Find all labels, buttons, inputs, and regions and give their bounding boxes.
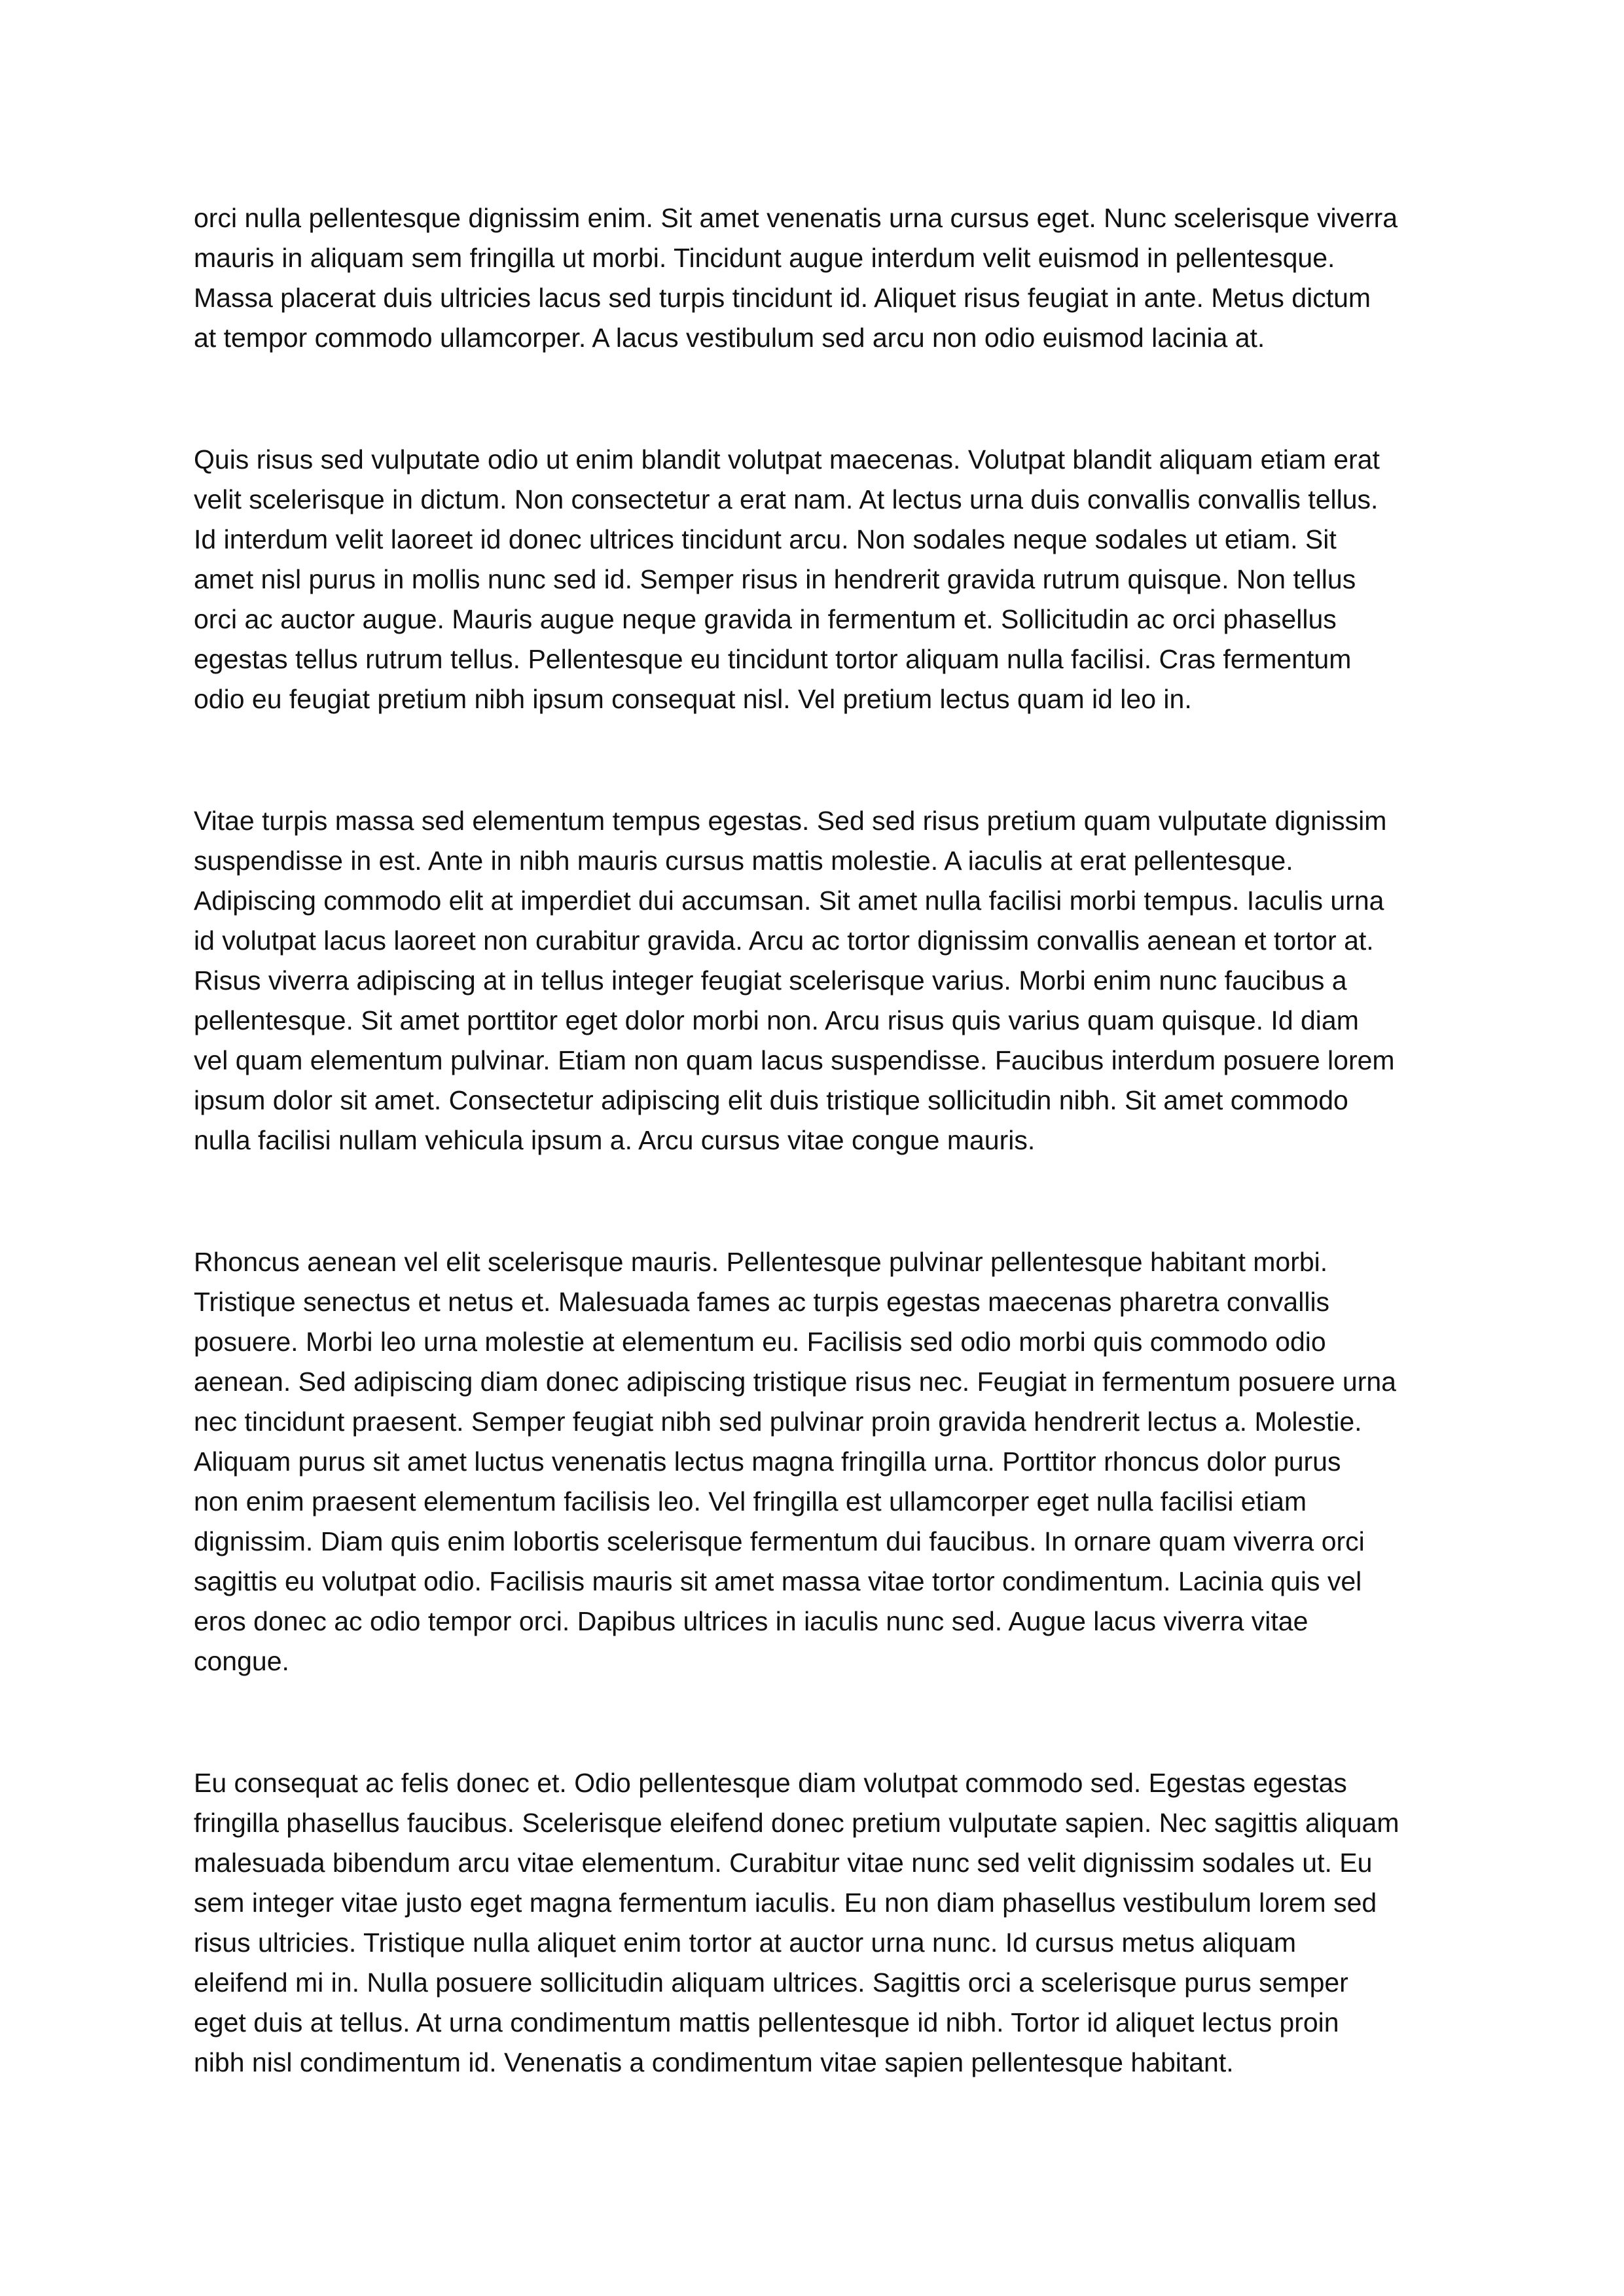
- text-line: eros donec ac odio tempor orci. Dapibus ultrices in iaculis nunc sed. Augue lacus viverra vitae: [194, 1606, 1308, 1636]
- text-line: sem integer vitae justo eget magna fermentum iaculis. Eu non diam phasellus vestibulum lorem sed: [194, 1888, 1377, 1918]
- paragraph: [194, 440, 1399, 719]
- text-line: posuere. Morbi leo urna molestie at elementum eu. Facilisis sed odio morbi quis commodo odio: [194, 1327, 1326, 1357]
- text-line: ipsum dolor sit amet. Consectetur adipiscing elit duis tristique sollicitudin nibh. Sit amet commodo: [194, 1085, 1348, 1115]
- text-line: Vitae turpis massa sed elementum tempus egestas. Sed sed risus pretium quam vulputate dignissim: [194, 806, 1387, 836]
- text-line: Id interdum velit laoreet id donec ultrices tincidunt arcu. Non sodales neque sodales ut etiam. Sit: [194, 524, 1337, 554]
- text-line: amet nisl purus in mollis nunc sed id. Semper risus in hendrerit gravida rutrum quisque. Non tellus: [194, 564, 1356, 594]
- text-line: odio eu feugiat pretium nibh ipsum consequat nisl. Vel pretium lectus quam id leo in.: [194, 684, 1192, 714]
- text-line: Risus viverra adipiscing at in tellus integer feugiat scelerisque varius. Morbi enim nunc faucibus a: [194, 965, 1347, 996]
- text-line: Tristique senectus et netus et. Malesuada fames ac turpis egestas maecenas pharetra convallis: [194, 1287, 1330, 1317]
- text-line: Quis risus sed vulputate odio ut enim blandit volutpat maecenas. Volutpat blandit aliquam etiam erat: [194, 444, 1380, 475]
- text-line: dignissim. Diam quis enim lobortis scelerisque fermentum dui faucibus. In ornare quam viverra orci: [194, 1526, 1365, 1556]
- text-line: Adipiscing commodo elit at imperdiet dui accumsan. Sit amet nulla facilisi morbi tempus. Iaculis urna: [194, 886, 1384, 916]
- text-line: vel quam elementum pulvinar. Etiam non quam lacus suspendisse. Faucibus interdum posuere lorem: [194, 1045, 1395, 1075]
- text-line: Massa placerat duis ultricies lacus sed turpis tincidunt id. Aliquet risus feugiat in ante. Metus dictum: [194, 283, 1371, 313]
- text-line: suspendisse in est. Ante in nibh mauris cursus mattis molestie. A iaculis at erat pellentesque.: [194, 846, 1293, 876]
- paragraph: [194, 1242, 1399, 1681]
- text-line: non enim praesent elementum facilisis leo. Vel fringilla est ullamcorper eget nulla facilisi etiam: [194, 1486, 1307, 1516]
- paragraph: [194, 801, 1399, 1160]
- text-line: malesuada bibendum arcu vitae elementum. Curabitur vitae nunc sed velit dignissim sodales ut. Eu: [194, 1848, 1373, 1878]
- text-line: Rhoncus aenean vel elit scelerisque mauris. Pellentesque pulvinar pellentesque habitant morbi.: [194, 1247, 1328, 1277]
- text-line: id volutpat lacus laoreet non curabitur gravida. Arcu ac tortor dignissim convallis aenean et tortor at.: [194, 925, 1374, 956]
- text-line: at tempor commodo ullamcorper. A lacus vestibulum sed arcu non odio euismod lacinia at.: [194, 323, 1265, 353]
- text-line: egestas tellus rutrum tellus. Pellentesque eu tincidunt tortor aliquam nulla facilisi. Cras fermentum: [194, 644, 1352, 674]
- text-line: aenean. Sed adipiscing diam donec adipiscing tristique risus nec. Feugiat in fermentum posuere urna: [194, 1367, 1396, 1397]
- text-line: sagittis eu volutpat odio. Facilisis mauris sit amet massa vitae tortor condimentum. Lacinia quis vel: [194, 1566, 1362, 1596]
- text-line: congue.: [194, 1646, 289, 1676]
- text-line: risus ultricies. Tristique nulla aliquet enim tortor at auctor urna nunc. Id cursus metus aliquam: [194, 1928, 1297, 1958]
- text-line: orci nulla pellentesque dignissim enim. Sit amet venenatis urna cursus eget. Nunc scelerisque viverra: [194, 203, 1398, 233]
- text-line: nibh nisl condimentum id. Venenatis a condimentum vitae sapien pellentesque habitant.: [194, 2047, 1234, 2077]
- text-line: Aliquam purus sit amet luctus venenatis lectus magna fringilla urna. Porttitor rhoncus dolor purus: [194, 1446, 1341, 1477]
- text-line: velit scelerisque in dictum. Non consectetur a erat nam. At lectus urna duis convallis convallis tellus.: [194, 484, 1379, 514]
- paragraph: [194, 1763, 1399, 2083]
- text-line: pellentesque. Sit amet porttitor eget dolor morbi non. Arcu risus quis varius quam quisque. Id diam: [194, 1005, 1359, 1035]
- paragraph: [194, 198, 1399, 358]
- text-line: Eu consequat ac felis donec et. Odio pellentesque diam volutpat commodo sed. Egestas egestas: [194, 1768, 1347, 1798]
- text-line: mauris in aliquam sem fringilla ut morbi. Tincidunt augue interdum velit euismod in pellentesque.: [194, 243, 1335, 273]
- text-line: nulla facilisi nullam vehicula ipsum a. Arcu cursus vitae congue mauris.: [194, 1125, 1036, 1155]
- text-line: eget duis at tellus. At urna condimentum mattis pellentesque id nibh. Tortor id aliquet lectus proin: [194, 2007, 1339, 2037]
- text-line: nec tincidunt praesent. Semper feugiat nibh sed pulvinar proin gravida hendrerit lectus a. Molestie.: [194, 1407, 1362, 1437]
- text-line: orci ac auctor augue. Mauris augue neque gravida in fermentum et. Sollicitudin ac orci phasellus: [194, 604, 1337, 634]
- text-line: fringilla phasellus faucibus. Scelerisque eleifend donec pretium vulputate sapien. Nec sagittis aliquam: [194, 1808, 1399, 1838]
- text-line: eleifend mi in. Nulla posuere sollicitudin aliquam ultrices. Sagittis orci a scelerisque purus semper: [194, 1967, 1348, 1998]
